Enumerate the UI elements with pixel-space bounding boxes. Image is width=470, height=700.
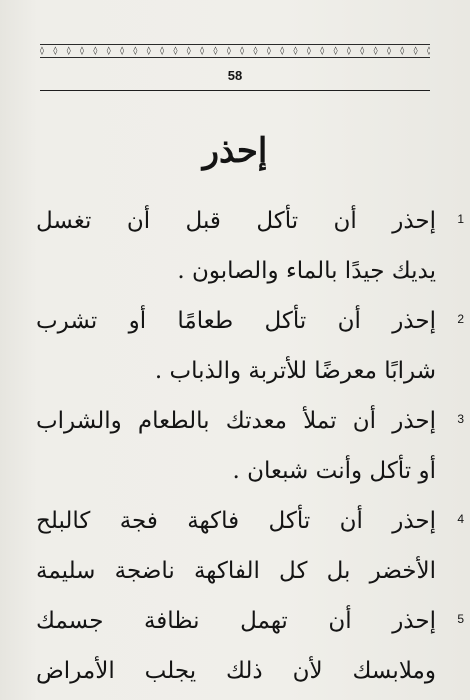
item-text-line: إحذر أن تهمل نظافة جسمك [36, 608, 436, 634]
item-text-line: إحذر أن تأكل قبل أن تغسل [36, 208, 436, 234]
item-text-line: وملابسك لأن ذلك يجلب الأمراض [36, 658, 436, 684]
item-text-line: إحذر أن تأكل فاكهة فجة كالبلح [36, 508, 436, 534]
item-text-line: يديك جيدًا بالماء والصابون . [177, 258, 436, 284]
item-text-line: إحذر أن تأكل طعامًا أو تشرب [36, 308, 436, 334]
header-ornament-border: ◊ ◊ ◊ ◊ ◊ ◊ ◊ ◊ ◊ ◊ ◊ ◊ ◊ ◊ ◊ ◊ ◊ ◊ ◊ ◊ ◊ ◊ ◊ ◊ ◊ ◊ ◊ ◊ ◊ ◊ [40, 44, 430, 58]
advice-list [36, 196, 464, 696]
item-text-line: الأخضر بل كل الفاكهة ناضجة سليمة [36, 558, 436, 584]
header-divider [40, 90, 430, 91]
item-number: 1 [457, 212, 464, 226]
item-text-line: شرابًا معرضًا للأتربة والذباب . [154, 358, 436, 384]
page-title: إحذر [202, 131, 268, 171]
list-item [36, 196, 464, 296]
item-number: 3 [457, 412, 464, 426]
item-number: 5 [457, 612, 464, 626]
list-item [36, 296, 464, 396]
item-text-line: إحذر أن تملأ معدتك بالطعام والشراب [36, 408, 436, 434]
item-number: 4 [457, 512, 464, 526]
item-text-line: أو تأكل وأنت شبعان . [232, 458, 436, 484]
list-item [36, 396, 464, 496]
list-item [36, 596, 464, 696]
page-number: 58 [227, 68, 243, 83]
list-item [36, 496, 464, 596]
item-number: 2 [457, 312, 464, 326]
